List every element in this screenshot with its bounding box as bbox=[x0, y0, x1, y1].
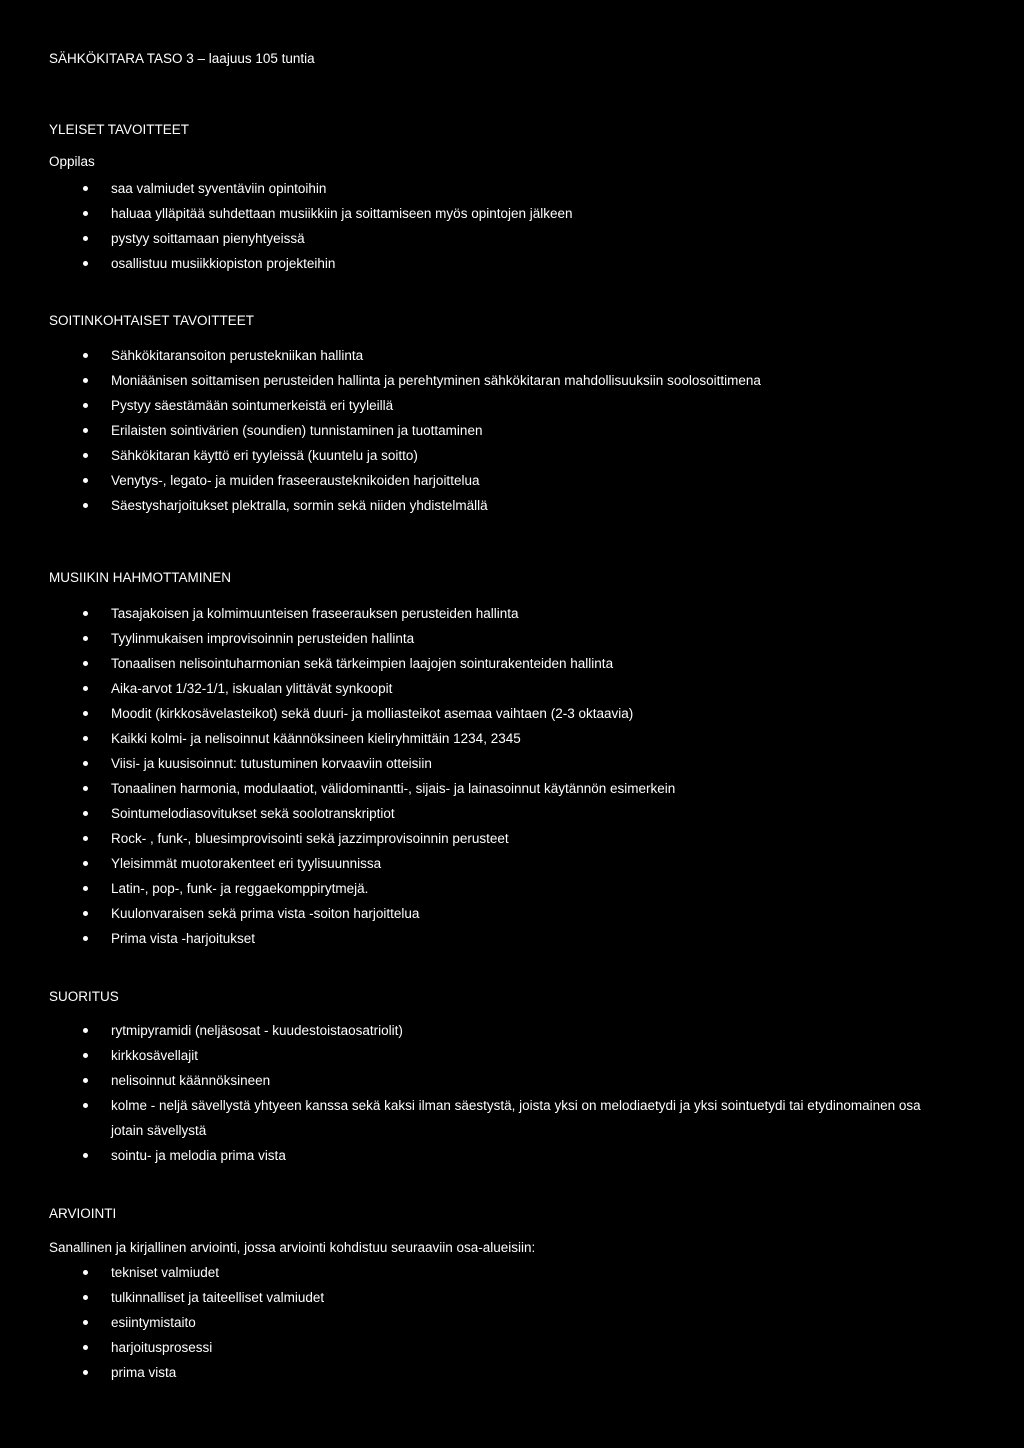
general-goals-heading: YLEISET TAVOITTEET bbox=[49, 122, 190, 137]
list-item: Sointumelodiasovitukset sekä soolotranskriptiot bbox=[49, 801, 949, 826]
list-item: Viisi- ja kuusisoinnut: tutustuminen korvaaviin otteisiin bbox=[49, 751, 949, 776]
list-item: Sähkökitaransoiton perustekniikan hallinta bbox=[49, 343, 949, 368]
list-item: esiintymistaito bbox=[49, 1310, 949, 1335]
list-item: Rock- , funk-, bluesimprovisointi sekä jazzimprovisoinnin perusteet bbox=[49, 826, 949, 851]
list-item: kirkkosävellajit bbox=[49, 1043, 949, 1068]
assessment-intro: Sanallinen ja kirjallinen arviointi, jossa arviointi kohdistuu seuraaviin osa-alueisiin: bbox=[49, 1240, 536, 1255]
list-item: tulkinnalliset ja taiteelliset valmiudet bbox=[49, 1285, 949, 1310]
list-item: nelisoinnut käännöksineen bbox=[49, 1068, 949, 1093]
list-item: Tasajakoisen ja kolmimuunteisen fraseerauksen perusteiden hallinta bbox=[49, 601, 949, 626]
list-item: Prima vista -harjoitukset bbox=[49, 926, 949, 951]
list-item: sointu- ja melodia prima vista bbox=[49, 1143, 949, 1168]
list-item: Pystyy säestämään sointumerkeistä eri tyyleillä bbox=[49, 393, 949, 418]
list-item: Tonaalinen harmonia, modulaatiot, välidominantti-, sijais- ja lainasoinnut käytännön esimerkein bbox=[49, 776, 949, 801]
list-item: Säestysharjoitukset plektralla, sormin sekä niiden yhdistelmällä bbox=[49, 493, 949, 518]
document-title: SÄHKÖKITARA TASO 3 – laajuus 105 tuntia bbox=[49, 51, 315, 66]
list-item: pystyy soittamaan pienyhtyeissä bbox=[49, 226, 949, 251]
list-item: Aika-arvot 1/32-1/1, iskualan ylittävät synkoopit bbox=[49, 676, 949, 701]
list-item: Sähkökitaran käyttö eri tyyleissä (kuuntelu ja soitto) bbox=[49, 443, 949, 468]
list-item: Tonaalisen nelisointuharmonian sekä tärkeimpien laajojen sointurakenteiden hallinta bbox=[49, 651, 949, 676]
instrument-goals-list bbox=[49, 343, 949, 518]
list-item: Moodit (kirkkosävelasteikot) sekä duuri- ja molliasteikot asemaa vaihtaen (2-3 oktaavia) bbox=[49, 701, 949, 726]
list-item: rytmipyramidi (neljäsosat - kuudestoistaosatriolit) bbox=[49, 1018, 949, 1043]
performance-heading: SUORITUS bbox=[49, 989, 119, 1004]
list-item: kolme - neljä sävellystä yhtyeen kanssa sekä kaksi ilman säestystä, joista yksi on melodiaetydi ja yksi sointuetydi tai etydinomainen osa jotain sävellystä bbox=[49, 1093, 949, 1143]
list-item: Moniäänisen soittamisen perusteiden hallinta ja perehtyminen sähkökitaran mahdollisuuksiin soolosoittimena bbox=[49, 368, 949, 393]
list-item: tekniset valmiudet bbox=[49, 1260, 949, 1285]
general-goals-list bbox=[49, 176, 949, 276]
assessment-heading: ARVIOINTI bbox=[49, 1206, 117, 1221]
list-item: Venytys-, legato- ja muiden fraseerausteknikoiden harjoittelua bbox=[49, 468, 949, 493]
list-item: Latin-, pop-, funk- ja reggaekomppirytmejä. bbox=[49, 876, 949, 901]
list-item: prima vista bbox=[49, 1360, 949, 1385]
music-perception-heading: MUSIIKIN HAHMOTTAMINEN bbox=[49, 570, 231, 585]
assessment-list bbox=[49, 1260, 949, 1385]
list-item: Tyylinmukaisen improvisoinnin perusteiden hallinta bbox=[49, 626, 949, 651]
list-item: saa valmiudet syventäviin opintoihin bbox=[49, 176, 949, 201]
list-item: Yleisimmät muotorakenteet eri tyylisuunnissa bbox=[49, 851, 949, 876]
list-item: Erilaisten sointivärien (soundien) tunnistaminen ja tuottaminen bbox=[49, 418, 949, 443]
list-item: osallistuu musiikkiopiston projekteihin bbox=[49, 251, 949, 276]
music-perception-list bbox=[49, 601, 949, 951]
general-goals-intro: Oppilas bbox=[49, 154, 95, 169]
list-item: harjoitusprosessi bbox=[49, 1335, 949, 1360]
list-item: haluaa ylläpitää suhdettaan musiikkiin ja soittamiseen myös opintojen jälkeen bbox=[49, 201, 949, 226]
list-item: Kaikki kolmi- ja nelisoinnut käännöksineen kieliryhmittäin 1234, 2345 bbox=[49, 726, 949, 751]
instrument-goals-heading: SOITINKOHTAISET TAVOITTEET bbox=[49, 313, 255, 328]
list-item: Kuulonvaraisen sekä prima vista -soiton harjoittelua bbox=[49, 901, 949, 926]
performance-list bbox=[49, 1018, 949, 1168]
